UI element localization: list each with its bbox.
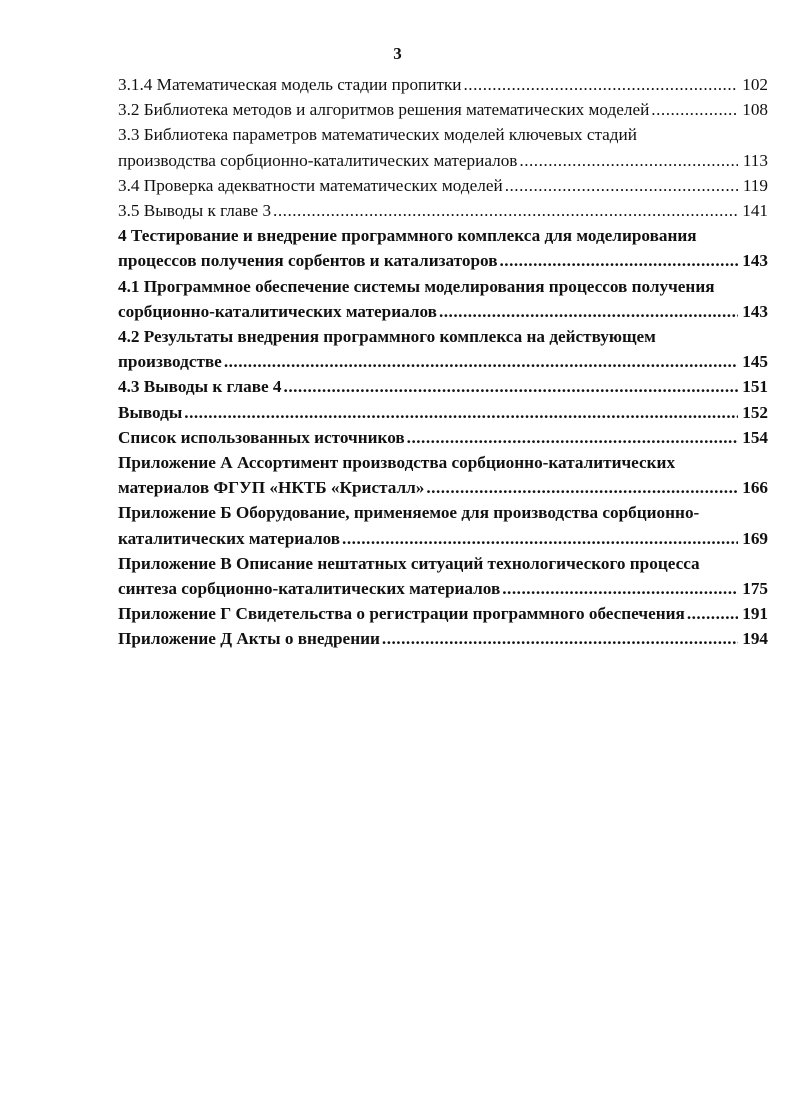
toc-entry[interactable]	[118, 97, 768, 122]
toc-entry-page: 166	[742, 478, 768, 498]
toc-entry-title-line: 3.5 Выводы к главе 3	[118, 201, 272, 221]
dot-leader	[224, 349, 738, 374]
toc-entry[interactable]	[118, 72, 768, 97]
toc-entry-title-line: 4.2 Результаты внедрения программного комплекса на действующем	[118, 327, 656, 347]
toc-entry-page: 151	[742, 377, 768, 397]
toc-entry-title-line: 4 Тестирование и внедрение программного комплекса для моделирования	[118, 226, 697, 246]
toc-entry[interactable]	[118, 425, 768, 450]
toc-entry-title-line: 4.3 Выводы к главе 4	[118, 377, 282, 397]
table-of-contents	[118, 72, 768, 652]
toc-entry[interactable]	[118, 551, 768, 601]
toc-entry-page: 143	[742, 251, 768, 271]
toc-entry-title-line: производства сорбционно-каталитических материалов	[118, 150, 518, 170]
toc-entry[interactable]	[118, 324, 768, 374]
toc-entry-title-line: синтеза сорбционно-каталитических материалов	[118, 579, 501, 599]
toc-entry-page: 169	[742, 528, 768, 548]
dot-leader	[499, 248, 738, 273]
toc-entry-title-line: 3.2 Библиотека методов и алгоритмов решения математических моделей	[118, 100, 650, 120]
dot-leader	[284, 374, 738, 399]
toc-entry-page: 108	[742, 100, 768, 120]
toc-entry[interactable]	[118, 122, 768, 172]
dot-leader	[273, 198, 738, 223]
toc-entry-title-line: сорбционно-каталитических материалов	[118, 301, 437, 321]
dot-leader	[342, 526, 738, 551]
toc-entry-page: 194	[742, 629, 768, 649]
toc-entry-title-line: Список использованных источников	[118, 427, 405, 447]
toc-entry-page: 143	[742, 301, 768, 321]
dot-leader	[519, 148, 738, 173]
toc-entry-title-line: Приложение А Ассортимент производства сорбционно-каталитических	[118, 453, 676, 473]
toc-entry-page: 175	[742, 579, 768, 599]
toc-entry-title-line: каталитических материалов	[118, 528, 341, 548]
toc-entry-page: 141	[742, 201, 768, 221]
toc-entry[interactable]	[118, 400, 768, 425]
dot-leader	[505, 173, 738, 198]
toc-entry-title-line: Выводы	[118, 402, 183, 422]
dot-leader	[439, 299, 738, 324]
toc-entry[interactable]	[118, 223, 768, 273]
toc-entry[interactable]	[118, 500, 768, 550]
toc-entry[interactable]	[118, 374, 768, 399]
dot-leader	[464, 72, 739, 97]
toc-entry-page: 154	[742, 427, 768, 447]
toc-entry-page: 119	[742, 175, 768, 195]
toc-entry[interactable]	[118, 198, 768, 223]
dot-leader	[426, 475, 738, 500]
toc-entry-title-line: Приложение Б Оборудование, применяемое для производства сорбционно-	[118, 503, 700, 523]
toc-entry-title-line: Приложение Г Свидетельства о регистрации программного обеспечения	[118, 604, 685, 624]
toc-entry-title-line: 4.1 Программное обеспечение системы моделирования процессов получения	[118, 276, 715, 296]
toc-entry-title-line: 3.1.4 Математическая модель стадии пропитки	[118, 75, 462, 94]
toc-entry[interactable]	[118, 450, 768, 500]
toc-entry-title-line: материалов ФГУП «НКТБ «Кристалл»	[118, 478, 425, 498]
dot-leader	[687, 601, 738, 626]
toc-entry-title-line: процессов получения сорбентов и катализаторов	[118, 251, 498, 271]
toc-entry-title-line: 3.3 Библиотека параметров математических моделей ключевых стадий	[118, 125, 637, 145]
dot-leader	[502, 576, 738, 601]
page-number: 3	[393, 44, 402, 63]
toc-entry-page: 145	[742, 352, 768, 372]
toc-entry-page: 152	[742, 402, 768, 422]
toc-entry-title-line: Приложение Д Акты о внедрении	[118, 629, 380, 649]
toc-entry[interactable]	[118, 626, 768, 651]
toc-entry[interactable]	[118, 274, 768, 324]
toc-entry-title-line: производстве	[118, 352, 222, 372]
toc-entry-title-line: 3.4 Проверка адекватности математических моделей	[118, 175, 503, 195]
toc-entry[interactable]	[118, 601, 768, 626]
toc-entry-page: 113	[742, 150, 768, 170]
toc-entry-page: 102	[742, 75, 768, 94]
toc-entry[interactable]	[118, 173, 768, 198]
toc-entry-page: 191	[742, 604, 768, 624]
toc-entry-title-line: Приложение В Описание нештатных ситуаций технологического процесса	[118, 553, 700, 573]
dot-leader	[651, 97, 738, 122]
dot-leader	[382, 626, 738, 651]
dot-leader	[184, 400, 738, 425]
dot-leader	[407, 425, 738, 450]
